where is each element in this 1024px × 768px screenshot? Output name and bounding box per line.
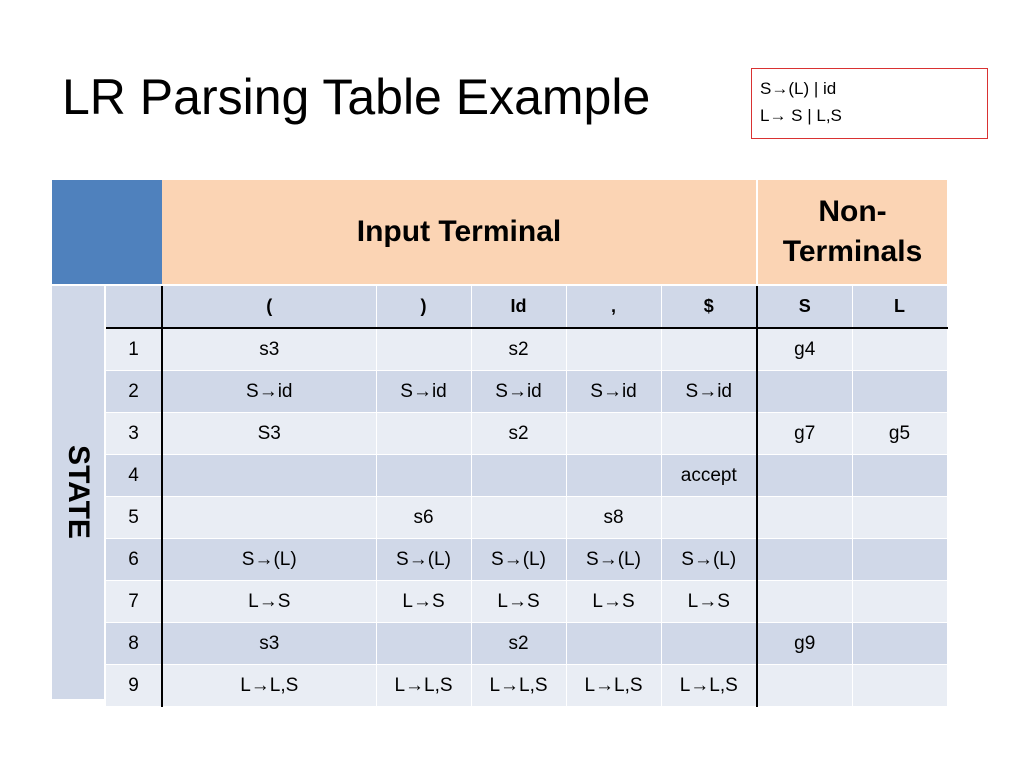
state-number-cell: 4 [106, 455, 162, 497]
action-cell-id: s2 [471, 413, 566, 455]
action-cell-comma: L→S [566, 581, 661, 623]
action-cell-lparen [162, 497, 376, 539]
action-cell-rparen: L→S [376, 581, 471, 623]
action-cell-goto-l [852, 539, 947, 581]
column-header-rparen: ) [376, 286, 471, 328]
column-header-id: Id [471, 286, 566, 328]
action-cell-comma: S→id [566, 371, 661, 413]
action-cell-rparen [376, 328, 471, 371]
action-cell-dollar [661, 413, 757, 455]
action-cell-goto-s: g7 [757, 413, 852, 455]
table-row [106, 413, 947, 455]
header-corner-cell [52, 180, 162, 284]
action-cell-dollar: L→S [661, 581, 757, 623]
action-cell-dollar: S→(L) [661, 539, 757, 581]
action-cell-goto-s [757, 665, 852, 707]
action-cell-goto-s [757, 455, 852, 497]
column-header-row [106, 286, 947, 328]
action-cell-dollar [661, 328, 757, 371]
action-cell-rparen: S→(L) [376, 539, 471, 581]
state-number-cell: 1 [106, 328, 162, 371]
action-cell-dollar [661, 623, 757, 665]
action-cell-id [471, 455, 566, 497]
action-cell-dollar: L→L,S [661, 665, 757, 707]
action-cell-id: L→L,S [471, 665, 566, 707]
table-row [106, 328, 947, 371]
action-cell-lparen: s3 [162, 328, 376, 371]
action-cell-goto-l [852, 665, 947, 707]
action-cell-dollar [661, 497, 757, 539]
action-cell-goto-s [757, 371, 852, 413]
action-cell-comma [566, 413, 661, 455]
action-cell-goto-s [757, 539, 852, 581]
table-row [106, 539, 947, 581]
grammar-box [751, 68, 988, 139]
state-column [52, 286, 104, 699]
table-row [106, 455, 947, 497]
action-cell-comma: L→L,S [566, 665, 661, 707]
table-row [106, 665, 947, 707]
action-cell-comma [566, 455, 661, 497]
slide-title: LR Parsing Table Example [62, 69, 651, 125]
state-label: STATE [62, 445, 95, 539]
action-cell-id [471, 497, 566, 539]
action-cell-comma [566, 623, 661, 665]
action-cell-id: s2 [471, 623, 566, 665]
table-row [106, 371, 947, 413]
action-cell-goto-s [757, 581, 852, 623]
column-header-dollar: $ [661, 286, 757, 328]
table-row [106, 581, 947, 623]
grammar-rule-l: L→ S | L,S [760, 106, 842, 125]
state-number-cell: 2 [106, 371, 162, 413]
parsing-grid [106, 286, 948, 707]
table-row [106, 623, 947, 665]
action-cell-dollar: S→id [661, 371, 757, 413]
action-cell-goto-s: g9 [757, 623, 852, 665]
action-cell-rparen [376, 455, 471, 497]
action-cell-lparen: S3 [162, 413, 376, 455]
action-cell-goto-s [757, 497, 852, 539]
action-cell-rparen [376, 623, 471, 665]
action-cell-lparen [162, 455, 376, 497]
action-cell-rparen: S→id [376, 371, 471, 413]
action-cell-goto-s: g4 [757, 328, 852, 371]
action-cell-rparen: s6 [376, 497, 471, 539]
state-number-cell: 5 [106, 497, 162, 539]
column-header-goto-s: S [757, 286, 852, 328]
grammar-rule-s: S→(L) | id [760, 79, 837, 98]
action-cell-comma [566, 328, 661, 371]
action-cell-id: s2 [471, 328, 566, 371]
action-cell-id: L→S [471, 581, 566, 623]
column-header-lparen: ( [162, 286, 376, 328]
action-cell-goto-l: g5 [852, 413, 947, 455]
action-cell-comma: S→(L) [566, 539, 661, 581]
action-cell-goto-l [852, 371, 947, 413]
action-cell-id: S→(L) [471, 539, 566, 581]
action-cell-comma: s8 [566, 497, 661, 539]
state-number-cell: 7 [106, 581, 162, 623]
column-header-goto-l: L [852, 286, 947, 328]
action-cell-goto-l [852, 497, 947, 539]
column-header-comma: , [566, 286, 661, 328]
action-cell-rparen [376, 413, 471, 455]
action-cell-goto-l [852, 623, 947, 665]
state-number-cell: 9 [106, 665, 162, 707]
action-cell-rparen: L→L,S [376, 665, 471, 707]
action-cell-lparen: S→id [162, 371, 376, 413]
action-cell-goto-l [852, 328, 947, 371]
action-cell-dollar: accept [661, 455, 757, 497]
input-terminal-header: Input Terminal [162, 180, 756, 284]
state-number-cell: 3 [106, 413, 162, 455]
action-cell-goto-l [852, 581, 947, 623]
table-row [106, 497, 947, 539]
non-terminals-header: Non- Terminals [758, 180, 947, 284]
action-cell-lparen: L→S [162, 581, 376, 623]
state-number-cell: 6 [106, 539, 162, 581]
column-header-state-num [106, 286, 162, 328]
action-cell-lparen: S→(L) [162, 539, 376, 581]
parsing-table [52, 180, 947, 699]
action-cell-lparen: L→L,S [162, 665, 376, 707]
action-cell-goto-l [852, 455, 947, 497]
action-cell-id: S→id [471, 371, 566, 413]
state-number-cell: 8 [106, 623, 162, 665]
action-cell-lparen: s3 [162, 623, 376, 665]
